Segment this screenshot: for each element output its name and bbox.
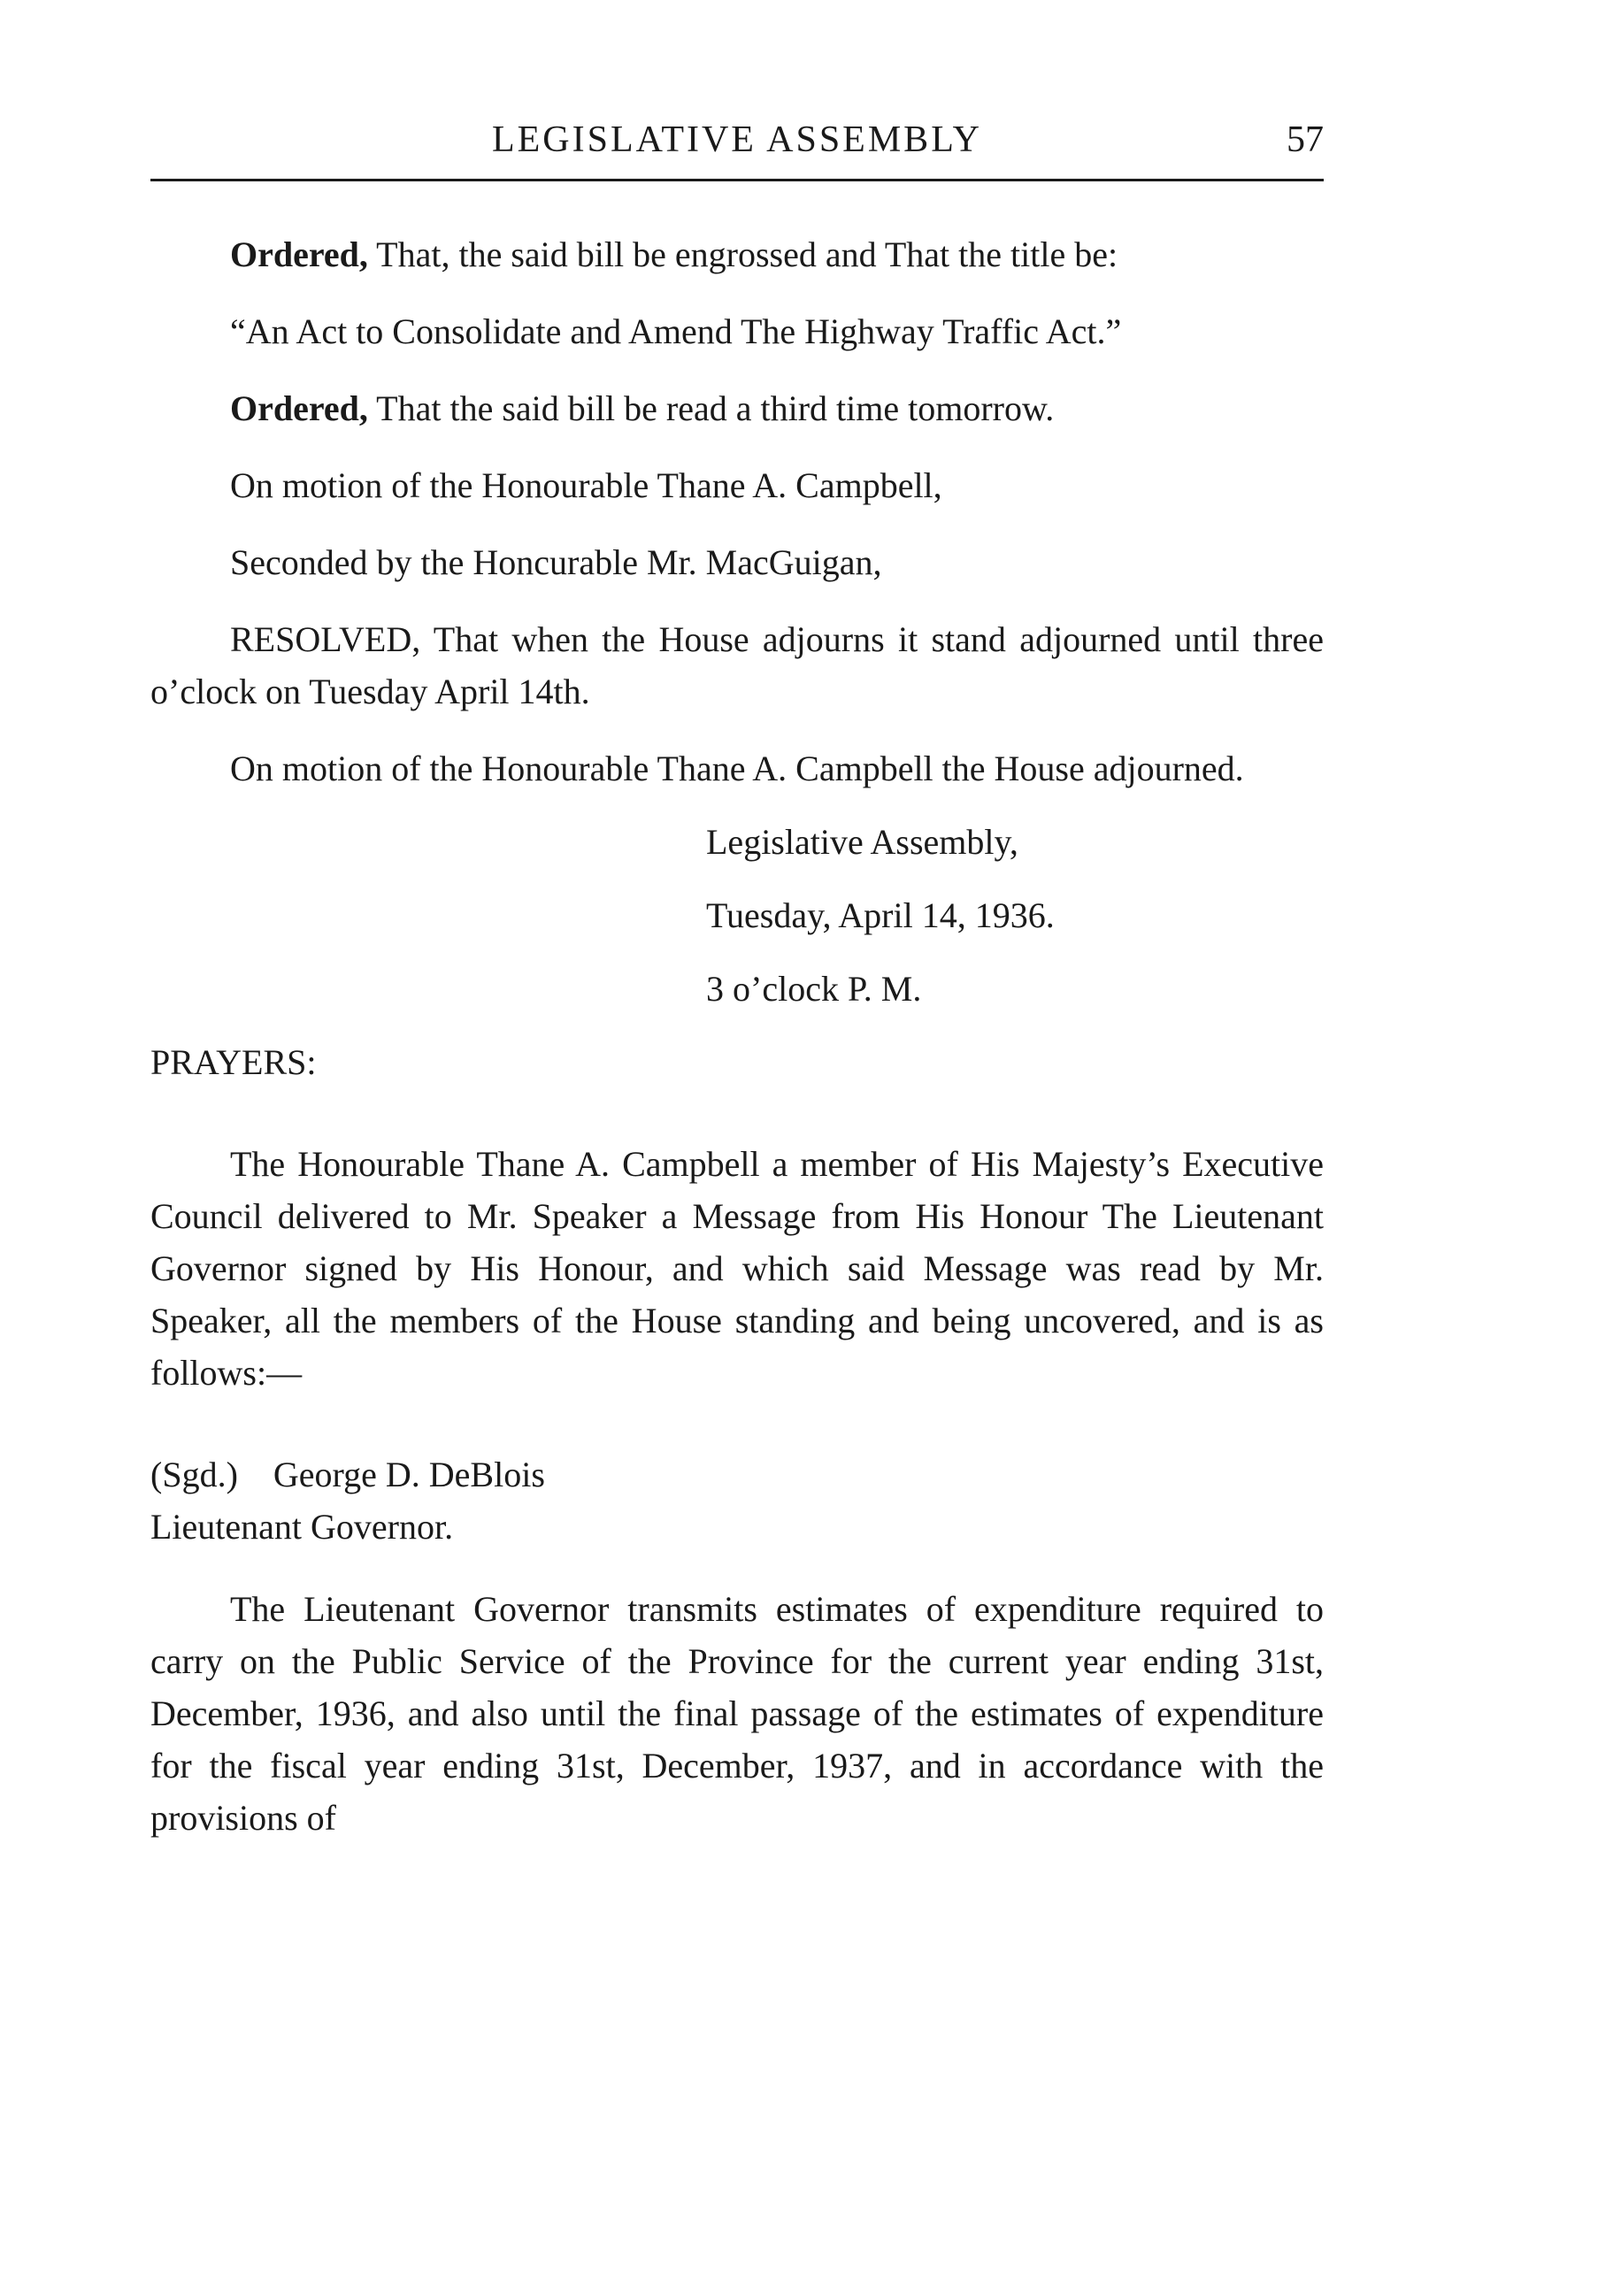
signature-name: George D. DeBlois <box>273 1455 545 1494</box>
paragraph-message: The Honourable Thane A. Campbell a member of His Majesty’s Executive Council delivered to Mr. Speaker a Message from His Honour The Lieutenant Governor signed by His Honour, and which said Message was read by Mr. Speaker, all the members of the House standing and being uncovered, and is as follows:— <box>150 1144 1324 1393</box>
signature-title: Lieutenant Governor. <box>150 1507 454 1547</box>
signature-line <box>150 1448 1324 1501</box>
ordered-lead: Ordered, <box>230 388 368 428</box>
paragraph-ordered-engrossed <box>150 228 1324 280</box>
dateline-assembly: Legislative Assembly, <box>706 822 1018 862</box>
paragraph-estimates: The Lieutenant Governor transmits estimates of expenditure required to carry on the Public Service of the Province for the current year ending 31st, December, 1936, and also until the final passage of the estimates of expenditure for the fiscal year ending 31st, December, 1937, and in accordance with the provisions of <box>150 1589 1324 1838</box>
paragraph-act-title: “An Act to Consolidate and Amend The Highway Traffic Act.” <box>230 311 1122 351</box>
running-head-title: LEGISLATIVE ASSEMBLY <box>492 119 982 160</box>
paragraph-adjourned: On motion of the Honourable Thane A. Campbell the House adjourned. <box>230 749 1244 788</box>
ordered-lead: Ordered, <box>230 234 368 274</box>
body-text <box>150 228 1324 1844</box>
dateline <box>706 816 1324 1015</box>
running-head <box>150 113 1324 166</box>
paragraph-text: That, the said bill be engrossed and That the title be: <box>367 234 1118 274</box>
paragraph-motion: On motion of the Honourable Thane A. Campbell, <box>230 465 942 505</box>
paragraph-text: That the said bill be read a third time tomorrow. <box>367 388 1055 428</box>
paragraph-seconded: Seconded by the Honcurable Mr. MacGuigan, <box>230 542 882 582</box>
signature-label: (Sgd.) <box>150 1455 238 1494</box>
dateline-time: 3 o’clock P. M. <box>706 969 922 1009</box>
dateline-date: Tuesday, April 14, 1936. <box>706 895 1055 935</box>
prayers-heading: PRAYERS: <box>150 1042 317 1082</box>
document-page <box>150 0 1324 2296</box>
paragraph-resolved: RESOLVED, That when the House adjourns it stand adjourned until three o’clock on Tuesday April 14th. <box>150 619 1324 711</box>
header-rule <box>150 179 1324 181</box>
page-number: 57 <box>1287 119 1324 160</box>
paragraph-ordered-third-reading <box>150 382 1324 434</box>
